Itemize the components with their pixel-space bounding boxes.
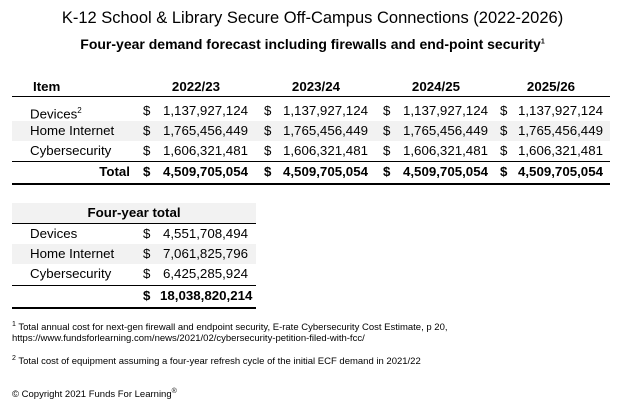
subtitle-footnote-marker: 1: [540, 38, 545, 46]
four-year-value: 7,061,825,796: [162, 246, 248, 261]
row-label: Home Internet: [30, 123, 115, 138]
report-subtitle: [0, 36, 625, 52]
value-2025-26: 1,606,321,481: [517, 143, 603, 158]
footnote-1-text: Total annual cost for next-gen firewall and endpoint security, E-rate Cybersecurity Cost Estimate, p 20,: [18, 322, 448, 334]
report-title: K-12 School & Library Secure Off-Campus Connections (2022-2026): [61, 9, 564, 27]
currency-symbol: $: [500, 164, 508, 179]
four-year-value: 4,551,708,494: [162, 226, 248, 241]
currency-symbol: $: [143, 123, 151, 138]
value-2023-24: 1,137,927,124: [282, 103, 368, 118]
total-2025-26: 4,509,705,054: [517, 164, 603, 179]
currency-symbol: $: [264, 143, 272, 158]
value-2024-25: 1,137,927,124: [402, 103, 488, 118]
footnote-2-text: Total cost of equipment assuming a four-year refresh cycle of the initial ECF demand in 2021/22: [18, 356, 421, 368]
registered-mark: ®: [171, 388, 177, 395]
total-2022-23: 4,509,705,054: [162, 164, 248, 179]
total-label: Total: [99, 164, 130, 179]
four-year-total-rule-bottom: [12, 307, 256, 309]
value-2023-24: 1,765,456,449: [282, 123, 368, 138]
currency-symbol: $: [383, 164, 391, 179]
row-label-text: Devices: [30, 106, 78, 122]
footnote-2-marker: 2: [12, 355, 16, 362]
header-2022-23: 2022/23: [171, 79, 220, 94]
value-2022-23: 1,606,321,481: [162, 143, 248, 158]
currency-symbol: $: [500, 143, 508, 158]
header-rule: [12, 96, 610, 97]
currency-symbol: $: [383, 143, 391, 158]
four-year-grand-total: 18,038,820,214: [160, 288, 253, 303]
currency-symbol: $: [143, 266, 151, 281]
currency-symbol: $: [143, 226, 151, 241]
four-year-value: 6,425,285,924: [162, 266, 248, 281]
currency-symbol: $: [264, 123, 272, 138]
value-2024-25: 1,606,321,481: [402, 143, 488, 158]
row-label: Cybersecurity: [30, 143, 112, 158]
currency-symbol: $: [143, 288, 151, 303]
footnote-1-link[interactable]: https://www.fundsforlearning.com/news/2021/02/cybersecurity-petition-filed-with-fcc/: [12, 333, 365, 344]
row-footnote-marker: 2: [77, 106, 82, 115]
currency-symbol: $: [383, 123, 391, 138]
copyright: [12, 388, 177, 400]
copyright-text: © Copyright 2021 Funds For Learning: [12, 389, 172, 401]
header-2023-24: 2023/24: [291, 79, 340, 94]
value-2022-23: 1,137,927,124: [162, 103, 248, 118]
header-2025-26: 2025/26: [526, 79, 575, 94]
currency-symbol: $: [264, 103, 272, 118]
four-year-header: Four-year total: [87, 205, 181, 220]
currency-symbol: $: [500, 103, 508, 118]
currency-symbol: $: [143, 246, 151, 261]
subtitle-text: Four-year demand forecast including firewalls and end-point security: [80, 36, 541, 52]
total-2024-25: 4,509,705,054: [402, 164, 488, 179]
total-2023-24: 4,509,705,054: [282, 164, 368, 179]
value-2025-26: 1,765,456,449: [517, 123, 603, 138]
currency-symbol: $: [143, 103, 151, 118]
row-label: Cybersecurity: [30, 266, 112, 281]
footnote-1-marker: 1: [12, 321, 16, 328]
row-label: Devices: [30, 226, 78, 241]
value-2024-25: 1,765,456,449: [402, 123, 488, 138]
currency-symbol: $: [143, 164, 151, 179]
row-label: Home Internet: [30, 246, 115, 261]
currency-symbol: $: [500, 123, 508, 138]
footnote-2: [12, 352, 421, 368]
value-2025-26: 1,137,927,124: [517, 103, 603, 118]
currency-symbol: $: [383, 103, 391, 118]
value-2022-23: 1,765,456,449: [162, 123, 248, 138]
currency-symbol: $: [143, 143, 151, 158]
header-2024-25: 2024/25: [411, 79, 460, 94]
header-item: Item: [33, 79, 61, 94]
row-label: [30, 101, 82, 121]
currency-symbol: $: [264, 164, 272, 179]
value-2023-24: 1,606,321,481: [282, 143, 368, 158]
total-rule-bottom: [12, 183, 610, 185]
